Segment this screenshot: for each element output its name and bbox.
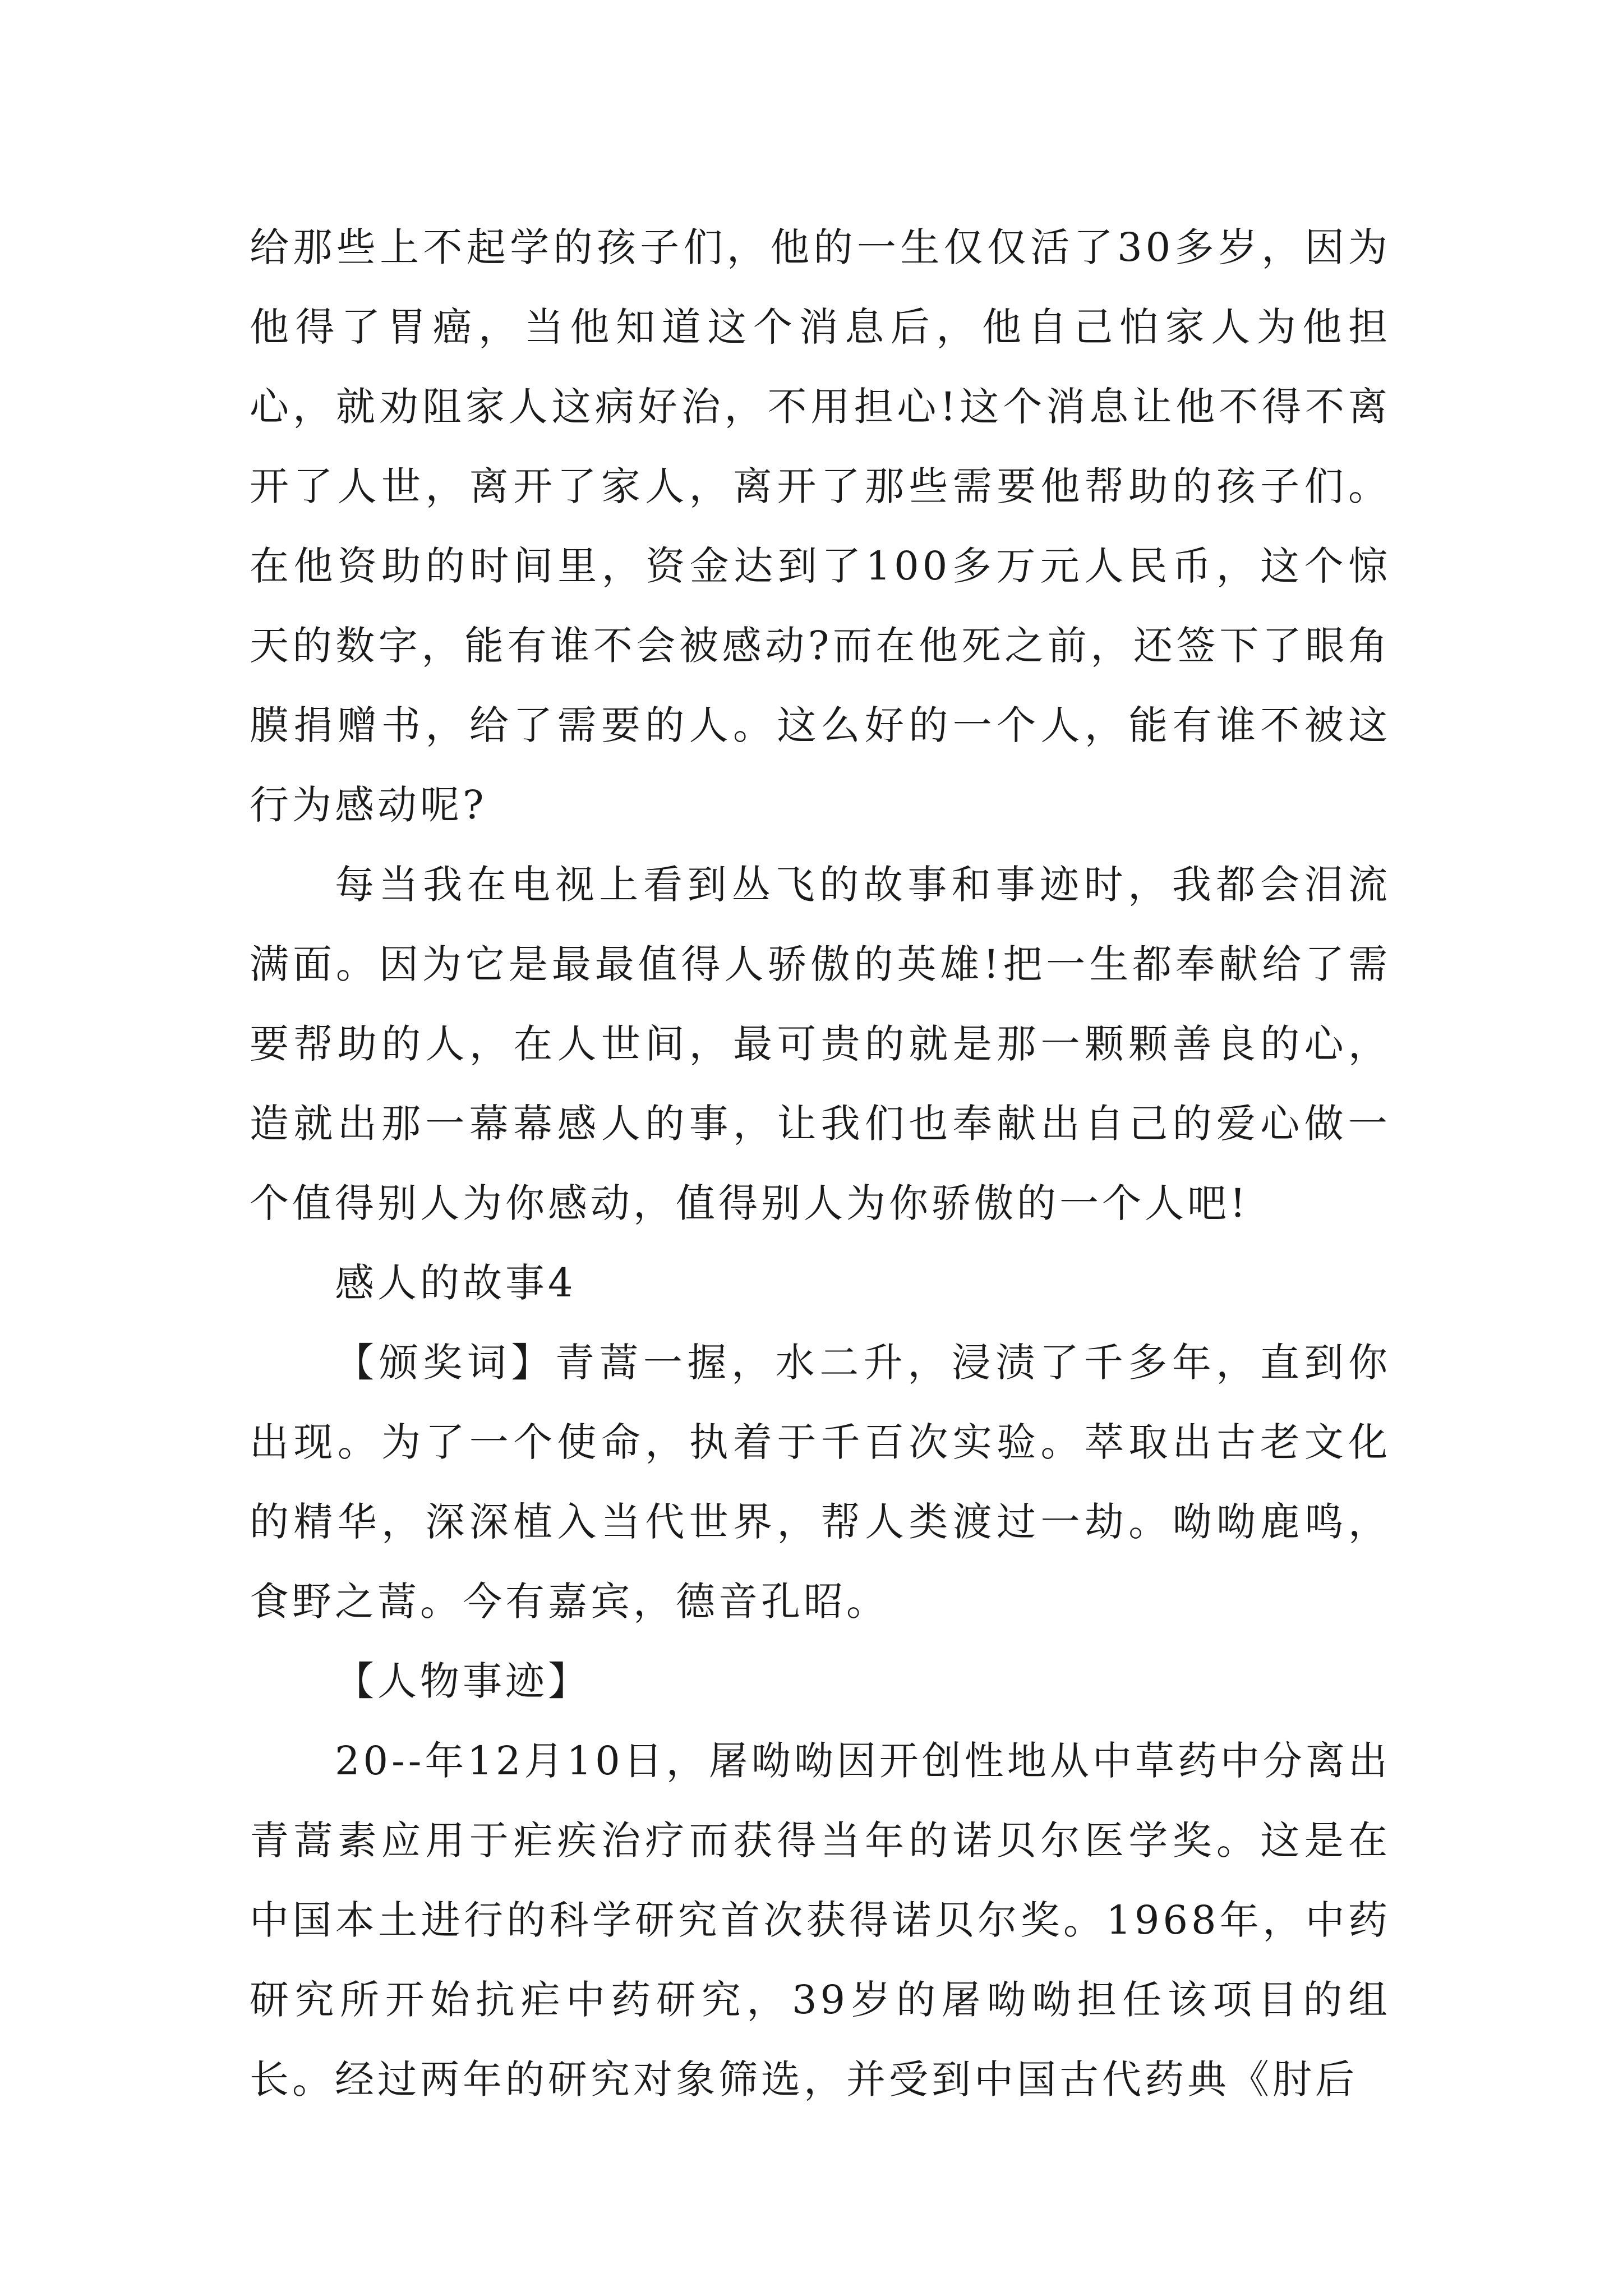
subheading-deeds: 【人物事迹】 xyxy=(335,1658,591,1704)
paragraph-award-citation: 【颁奖词】青蒿一握，水二升，浸渍了千多年，直到你出现。为了一个使命，执着于千百次实验。萃取出古老文化的精华，深深植入当代世界，帮人类渡过一劫。呦呦鹿鸣，食野之蒿。今有嘉宾，德音孔昭。 xyxy=(250,1340,1391,1625)
document-body xyxy=(250,208,1391,2119)
section-title-story-4: 感人的故事4 xyxy=(335,1260,577,1306)
paragraph-congfei-reflection: 每当我在电视上看到丛飞的故事和事迹时，我都会泪流满面。因为它是最最值得人骄傲的英雄!把一生都奉献给了需要帮助的人，在人世间，最可贵的就是那一颗颗善良的心，造就出那一幕幕感人的事，让我们也奉献出自己的爱心做一个值得别人为你感动，值得别人为你骄傲的一个人吧! xyxy=(250,862,1391,1226)
paragraph-tu-youyou-deeds: 20--年12月10日，屠呦呦因开创性地从中草药中分离出青蒿素应用于疟疾治疗而获得当年的诺贝尔医学奖。这是在中国本土进行的科学研究首次获得诺贝尔奖。1968年，中药研究所开始抗疟中药研究，39岁的屠呦呦担任该项目的组长。经过两年的研究对象筛选，并受到中国古代药典《肘后 xyxy=(250,1738,1391,2102)
paragraph-congfei-story-end: 给那些上不起学的孩子们，他的一生仅仅活了30多岁，因为他得了胃癌，当他知道这个消息后，他自己怕家人为他担心，就劝阻家人这病好治，不用担心!这个消息让他不得不离开了人世，离开了家人，离开了那些需要他帮助的孩子们。在他资助的时间里，资金达到了100多万元人民币，这个惊天的数字，能有谁不会被感动?而在他死之前，还签下了眼角膜捐赠书，给了需要的人。这么好的一个人，能有谁不被这行为感动呢? xyxy=(250,224,1391,828)
